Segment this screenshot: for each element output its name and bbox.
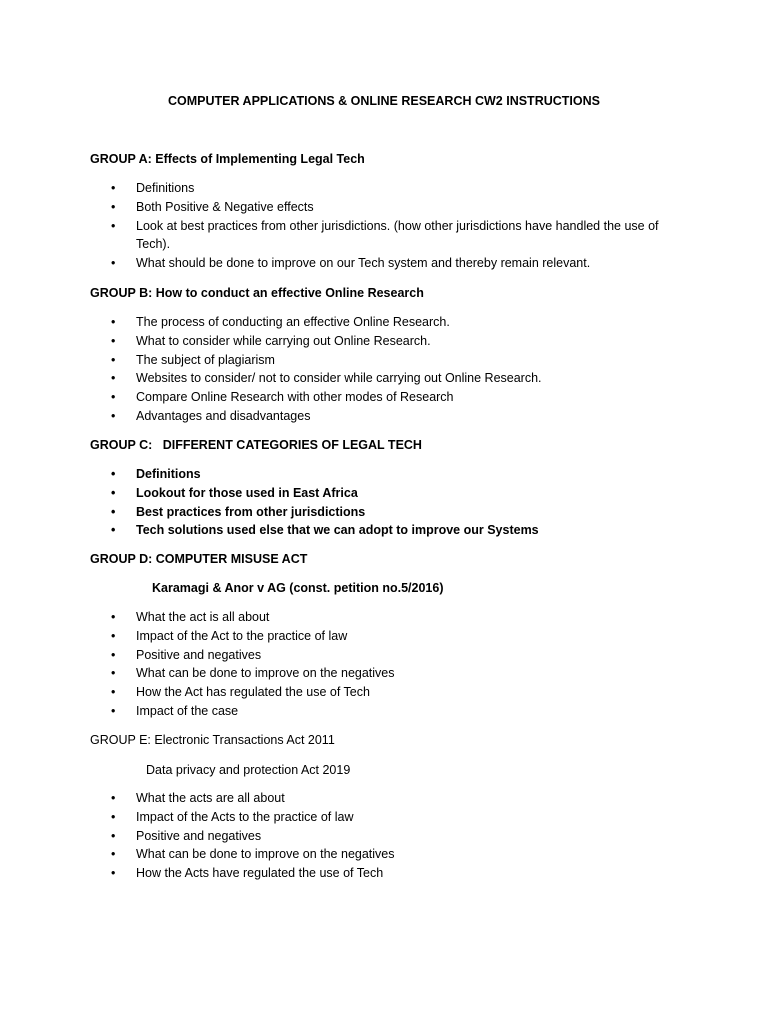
group-a-heading: GROUP A: Effects of Implementing Legal Tech [90,152,365,166]
list-item: • Lookout for those used in East Africa [90,484,690,503]
group-d-list [90,608,690,721]
list-item: • Definitions [90,179,690,198]
list-item: • Impact of the case [90,702,690,721]
list-item: • Impact of the Acts to the practice of law [90,808,690,827]
group-e-list [90,789,690,883]
group-e-heading: GROUP E: Electronic Transactions Act 2011 [90,733,335,747]
group-d-heading: GROUP D: COMPUTER MISUSE ACT [90,552,308,566]
list-item: • Impact of the Act to the practice of law [90,627,690,646]
list-item: • The subject of plagiarism [90,351,690,370]
list-item: • What the act is all about [90,608,690,627]
list-item: • How the Acts have regulated the use of Tech [90,864,690,883]
list-item: • Look at best practices from other jurisdictions. (how other jurisdictions have handled the use of Tech). [90,217,690,255]
list-item: • What the acts are all about [90,789,690,808]
group-a-list [90,179,690,273]
group-b-list [90,313,690,426]
list-item: • The process of conducting an effective Online Research. [90,313,690,332]
list-item: • Positive and negatives [90,646,690,665]
list-item: • Best practices from other jurisdictions [90,503,690,522]
document-title: COMPUTER APPLICATIONS & ONLINE RESEARCH CW2 INSTRUCTIONS [168,94,600,108]
list-item: • Advantages and disadvantages [90,407,690,426]
group-e-subheading: Data privacy and protection Act 2019 [146,763,351,777]
list-item: • Websites to consider/ not to consider while carrying out Online Research. [90,369,690,388]
list-item: • Definitions [90,465,690,484]
list-item: • Positive and negatives [90,827,690,846]
list-item: • What to consider while carrying out Online Research. [90,332,690,351]
group-c-list [90,465,690,540]
list-item: • What can be done to improve on the negatives [90,845,690,864]
list-item: • Tech solutions used else that we can adopt to improve our Systems [90,521,690,540]
group-c-heading: GROUP C: DIFFERENT CATEGORIES OF LEGAL TECH [90,438,422,452]
list-item: • Compare Online Research with other modes of Research [90,388,690,407]
list-item: • How the Act has regulated the use of Tech [90,683,690,702]
list-item: • What should be done to improve on our Tech system and thereby remain relevant. [90,254,690,273]
list-item: • Both Positive & Negative effects [90,198,690,217]
group-d-subheading: Karamagi & Anor v AG (const. petition no.5/2016) [152,581,444,595]
group-b-heading: GROUP B: How to conduct an effective Online Research [90,286,424,300]
list-item: • What can be done to improve on the negatives [90,664,690,683]
